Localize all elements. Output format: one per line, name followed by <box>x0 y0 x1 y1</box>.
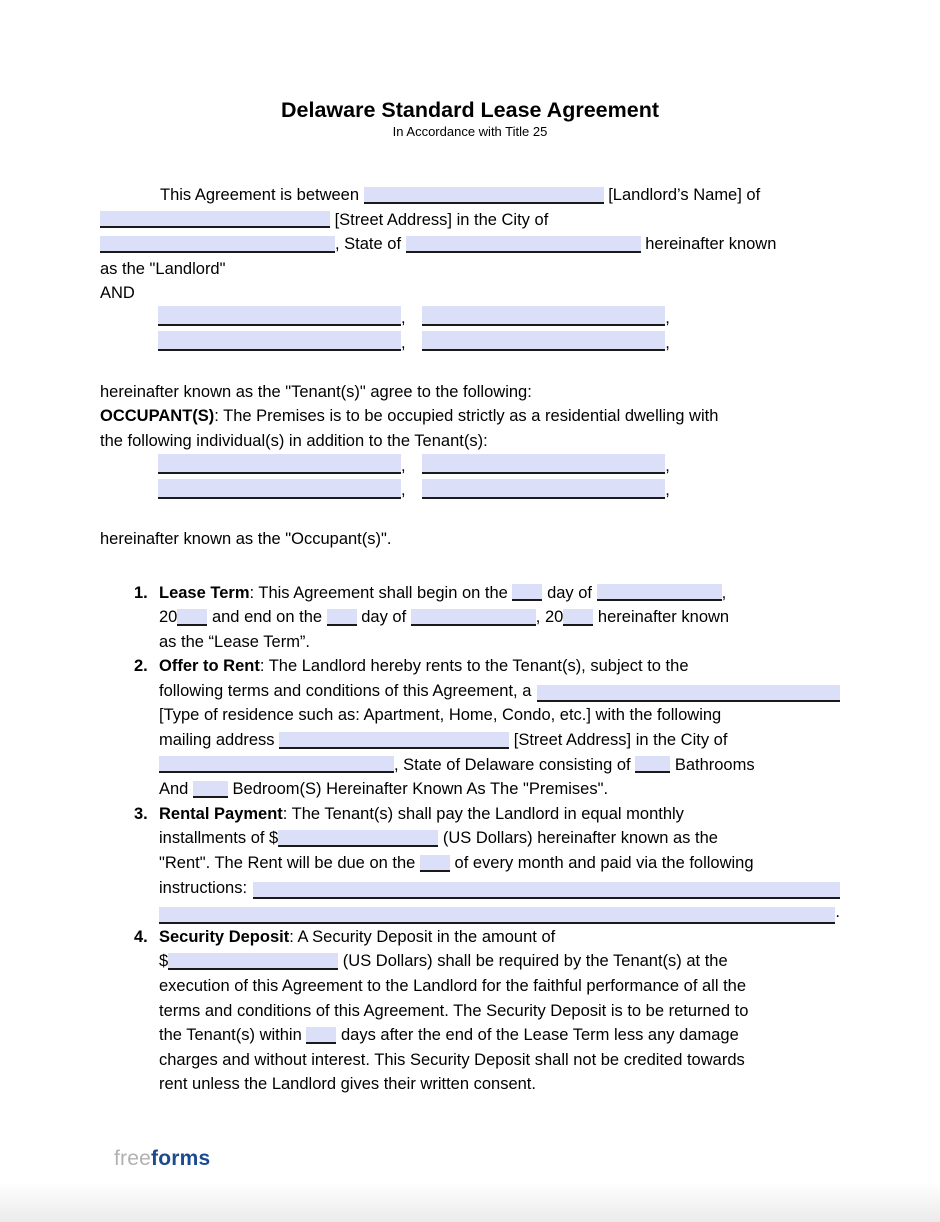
occupants-outro-text: hereinafter known as the "Occupant(s)". <box>100 530 392 549</box>
tenants-outro-line <box>100 380 840 405</box>
lease-end-month-field[interactable] <box>411 609 536 626</box>
intro-text: AND <box>100 284 135 303</box>
comma: , <box>721 583 727 602</box>
occupant-name-field-3[interactable] <box>158 479 401 499</box>
intro-line-5 <box>100 281 840 306</box>
clause-text: : The Tenant(s) shall pay the Landlord in equal monthly <box>282 804 684 823</box>
tenant-name-field-2[interactable] <box>422 306 665 326</box>
tenant-names-row-1 <box>100 306 840 331</box>
spacer <box>100 552 840 577</box>
section-offer-to-rent <box>100 654 840 802</box>
clause-text: Bathrooms <box>674 755 755 774</box>
intro-text: [Street Address] in the City of <box>334 210 549 229</box>
tenant-name-field-4[interactable] <box>422 331 665 351</box>
tenant-name-field-1[interactable] <box>158 306 401 326</box>
occupant-names-row-1 <box>100 454 840 479</box>
lease-start-year-field[interactable] <box>177 609 207 626</box>
occupants-heading: OCCUPANT(S) <box>100 407 215 426</box>
clause-text: : A Security Deposit in the amount of <box>289 927 556 946</box>
tenant-name-field-3[interactable] <box>158 331 401 351</box>
clause-title: Lease Term <box>159 583 250 602</box>
clause-text: [Street Address] in the City of <box>513 731 728 750</box>
occupants-text: the following individual(s) in addition to the Tenant(s): <box>100 431 488 450</box>
section-security-deposit <box>100 925 840 1097</box>
landlord-name-field[interactable] <box>364 187 604 204</box>
comma: , <box>665 456 670 475</box>
rent-amount-field[interactable] <box>278 830 438 847</box>
clause-text: the Tenant(s) within <box>159 1026 302 1045</box>
landlord-street-address-field[interactable] <box>100 211 330 228</box>
intro-line-3 <box>100 232 840 257</box>
occupant-name-field-4[interactable] <box>422 479 665 499</box>
bedrooms-count-field[interactable] <box>193 781 228 798</box>
page-bottom-shadow <box>0 1182 940 1222</box>
clause-text: as the “Lease Term”. <box>159 632 311 651</box>
premises-city-field[interactable] <box>159 756 394 773</box>
clause-text: hereinafter known <box>597 608 730 627</box>
clause-text: installments of $ <box>159 829 279 848</box>
clause-number: 2. <box>134 657 148 676</box>
intro-paragraph <box>100 183 840 306</box>
tenants-outro-text: hereinafter known as the "Tenant(s)" agree to the following: <box>100 382 532 401</box>
clause-text: (US Dollars) shall be required by the Tenant(s) at the <box>342 952 728 971</box>
intro-text: [Landlord’s Name] of <box>608 186 761 204</box>
section-rental-payment <box>100 802 840 925</box>
clause-text: mailing address <box>159 731 275 750</box>
occupants-line-2 <box>100 429 840 454</box>
document-subtitle: In Accordance with Title 25 <box>392 124 548 139</box>
comma: , <box>401 308 406 327</box>
comma: , <box>665 481 670 500</box>
intro-text: hereinafter known <box>645 235 777 254</box>
security-deposit-amount-field[interactable] <box>168 953 338 970</box>
clauses-list <box>100 581 840 1097</box>
section-lease-term <box>100 581 840 655</box>
clause-text: , 20 <box>535 608 564 627</box>
clause-title: Security Deposit <box>159 927 290 946</box>
intro-line-1 <box>100 183 840 208</box>
clause-number: 4. <box>134 927 148 946</box>
clause-text: Bedroom(S) Hereinafter Known As The "Premises". <box>232 780 609 799</box>
deposit-return-days-field[interactable] <box>306 1027 336 1044</box>
clause-title: Rental Payment <box>159 804 283 823</box>
document-title: Delaware Standard Lease Agreement <box>281 98 659 122</box>
clause-text: "Rent". The Rent will be due on the <box>159 854 416 873</box>
lease-end-day-field[interactable] <box>327 609 357 626</box>
period: . <box>835 903 840 922</box>
logo-forms: forms <box>151 1147 211 1170</box>
spacer <box>100 355 840 380</box>
clause-text: : This Agreement shall begin on the <box>249 583 508 602</box>
clause-text: 20 <box>159 608 178 627</box>
clause-text: instructions: <box>159 878 248 897</box>
clause-text: day of <box>547 583 593 602</box>
clause-text: : The Landlord hereby rents to the Tenant(s), subject to the <box>259 657 689 676</box>
comma: , <box>665 308 670 327</box>
rent-due-day-field[interactable] <box>420 855 450 872</box>
occupants-outro-line <box>100 527 840 552</box>
payment-instructions-field-1[interactable] <box>253 882 840 899</box>
landlord-state-field[interactable] <box>406 236 641 253</box>
bathrooms-count-field[interactable] <box>635 756 670 773</box>
comma: , <box>401 481 406 500</box>
residence-type-field[interactable] <box>537 685 840 702</box>
spacer <box>100 503 840 528</box>
clause-title: Offer to Rent <box>159 657 260 676</box>
intro-line-4 <box>100 257 840 282</box>
clause-text: of every month and paid via the following <box>454 854 754 873</box>
clause-text: $ <box>159 952 169 971</box>
clause-text: days after the end of the Lease Term less any damage <box>340 1026 739 1045</box>
document-body <box>0 183 940 1097</box>
clause-number: 1. <box>134 583 148 602</box>
comma: , <box>401 333 406 352</box>
occupants-heading-line <box>100 404 840 429</box>
clause-number: 3. <box>134 804 148 823</box>
clause-text: charges and without interest. This Security Deposit shall not be credited towards <box>159 1050 745 1069</box>
clause-text: following terms and conditions of this Agreement, a <box>159 681 532 700</box>
clause-text: rent unless the Landlord gives their written consent. <box>159 1075 536 1094</box>
lease-start-day-field[interactable] <box>512 584 542 601</box>
payment-instructions-field-2[interactable] <box>159 907 835 924</box>
clause-text: [Type of residence such as: Apartment, Home, Condo, etc.] with the following <box>159 706 722 725</box>
clause-text: execution of this Agreement to the Landlord for the faithful performance of all the <box>159 977 747 995</box>
clause-text: And <box>159 780 189 799</box>
premises-street-address-field[interactable] <box>279 732 509 749</box>
clause-text: (US Dollars) hereinafter known as the <box>442 829 718 848</box>
clause-text: , State of Delaware consisting of <box>394 755 631 774</box>
intro-text: as the "Landlord" <box>100 259 226 278</box>
clause-text: terms and conditions of this Agreement. The Security Deposit is to be returned to <box>159 1001 749 1020</box>
landlord-city-field[interactable] <box>100 236 335 253</box>
intro-text: , State of <box>335 235 402 254</box>
occupants-text: : The Premises is to be occupied strictly as a residential dwelling with <box>214 407 719 426</box>
logo-free: free <box>114 1147 151 1170</box>
occupant-name-field-1[interactable] <box>158 454 401 474</box>
occupant-name-field-2[interactable] <box>422 454 665 474</box>
lease-end-year-field[interactable] <box>563 609 593 626</box>
comma: , <box>401 456 406 475</box>
clause-text: day of <box>361 608 407 627</box>
tenant-names-row-2 <box>100 331 840 356</box>
lease-start-month-field[interactable] <box>597 584 722 601</box>
clause-text: and end on the <box>211 608 323 627</box>
comma: , <box>665 333 670 352</box>
intro-line-2 <box>100 208 840 233</box>
freeforms-logo <box>114 1146 210 1172</box>
occupant-names-row-2 <box>100 478 840 503</box>
intro-text: This Agreement is between <box>160 186 360 204</box>
